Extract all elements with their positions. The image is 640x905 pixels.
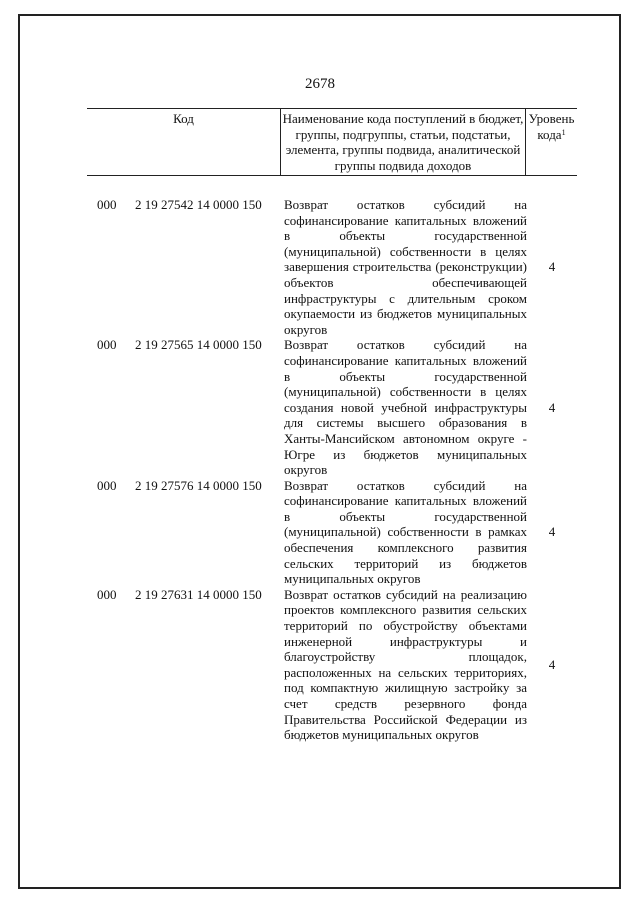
row-level: 4 — [548, 657, 556, 673]
row-admin-code: 000 — [97, 337, 117, 353]
header-level-label: Уровень кода — [528, 111, 575, 142]
row-name: Возврат остатков субсидий на реализацию проектов комплексного развития сельских территорий по обустройству объектами инженерной инфраструктуры и благоустройству площадок, расположенных на сельских территориях, под компактную жилищную застройку за счет средств резервного фонда Правительства Российской Федерации из бюджетов муниципальных округов — [284, 586, 527, 743]
table-body — [97, 197, 577, 743]
header-code — [87, 109, 281, 175]
header-code-label: Код — [173, 111, 194, 126]
header-name — [281, 109, 526, 175]
row-level: 4 — [548, 259, 556, 275]
row-name: Возврат остатков субсидий на софинансирование капитальных вложений в объекты государственной (муниципальной) собственности в рамках обеспечения комплексного развития сельских территорий из бюджетов муниципальных округов — [284, 477, 527, 587]
header-level — [526, 109, 577, 175]
table-row — [97, 197, 577, 337]
row-budget-code: 2 19 27565 14 0000 150 — [135, 337, 262, 353]
row-admin-code: 000 — [97, 586, 117, 602]
row-admin-code: 000 — [97, 477, 117, 493]
header-name-label: Наименование кода поступлений в бюджет, группы, подгруппы, статьи, подстатьи, элемента, группы подвида, аналитической группы подвида доходов — [282, 111, 524, 173]
table-header — [87, 108, 577, 176]
table-row — [97, 478, 577, 587]
row-name: Возврат остатков субсидий на софинансирование капитальных вложений в объекты государственной (муниципальной) собственности в целях завершения строительства (реконструкции) объектов обеспечивающей инфраструктуры с длительным сроком окупаемости из бюджетов муниципальных округов — [284, 197, 527, 337]
row-budget-code: 2 19 27542 14 0000 150 — [135, 197, 262, 212]
row-budget-code: 2 19 27576 14 0000 150 — [135, 477, 262, 493]
row-admin-code: 000 — [97, 197, 117, 212]
page-number: 2678 — [305, 76, 335, 92]
row-level: 4 — [548, 524, 556, 540]
header-level-footnote: 1 — [561, 127, 566, 137]
table-row — [97, 587, 577, 743]
table-row — [97, 337, 577, 477]
row-level: 4 — [548, 399, 556, 415]
row-budget-code: 2 19 27631 14 0000 150 — [135, 586, 262, 602]
row-name: Возврат остатков субсидий на софинансирование капитальных вложений в объекты государственной (муниципальной) собственности в целях создания новой учебной инфраструктуры для системы высшего образования в Ханты-Мансийском автономном округе - Югре из бюджетов муниципальных округов — [284, 337, 527, 478]
